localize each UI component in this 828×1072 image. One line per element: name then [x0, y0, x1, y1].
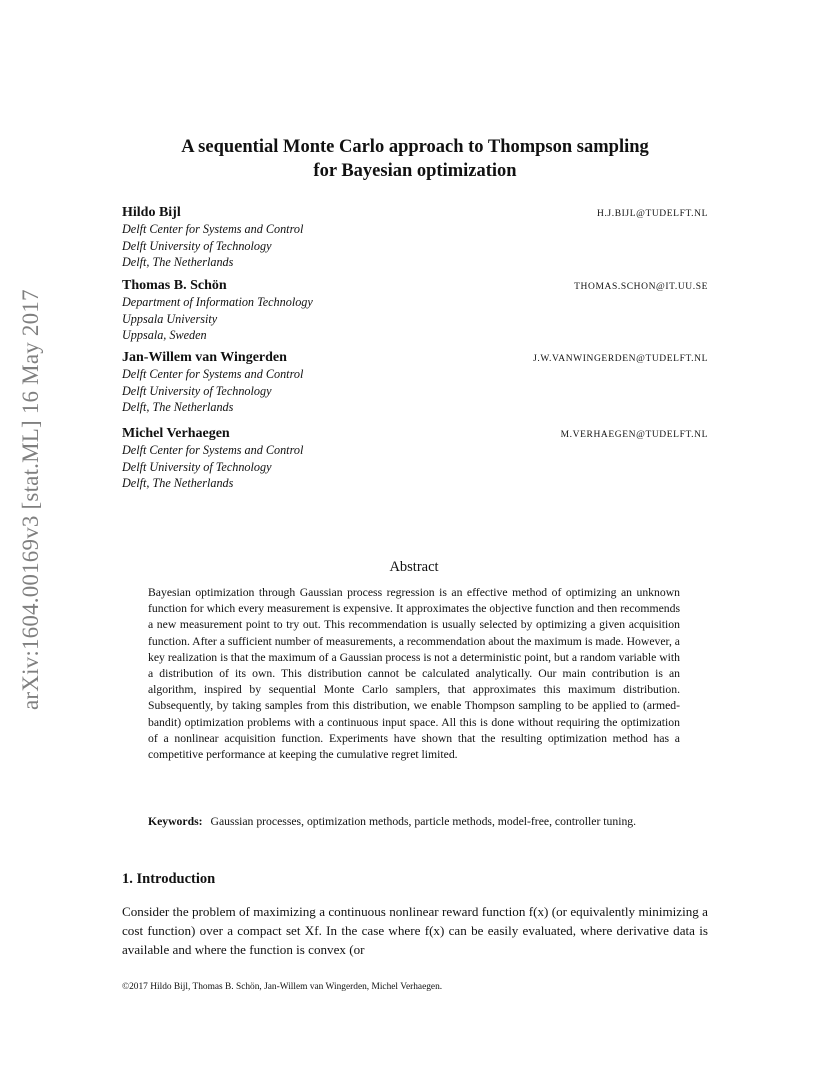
- arxiv-side-stamp: arXiv:1604.00169v3 [stat.ML] 16 May 2017: [18, 289, 43, 710]
- abstract-heading: Abstract: [389, 559, 439, 575]
- keywords-label: Keywords:: [148, 815, 203, 828]
- author-affiliation-line: Uppsala, Sweden: [122, 328, 207, 342]
- author-block-1: [122, 205, 708, 271]
- author-affiliation-line: Delft, The Netherlands: [122, 476, 234, 490]
- author-affiliation-line: Delft, The Netherlands: [122, 255, 234, 269]
- author-affiliation-line: Uppsala University: [122, 311, 218, 326]
- author-name: Michel Verhaegen: [122, 426, 230, 441]
- author-affiliation-line: Department of Information Technology: [122, 295, 313, 309]
- author-block-4: [122, 426, 708, 492]
- intro-paragraph: Consider the problem of maximizing a continuous nonlinear reward function f(x) (or equivalently minimizing a cost function) over a compact set Xf. In the case where f(x) can be easily evaluated, where derivative data is available and where the function is convex (or: [122, 904, 708, 957]
- author-affiliation-line: Delft Center for Systems and Control: [122, 367, 304, 381]
- title-line-1: A sequential Monte Carlo approach to Thompson sampling: [181, 137, 649, 157]
- author-email[interactable]: J.W.VANWINGERDEN@TUDELFT.NL: [533, 354, 708, 364]
- author-email[interactable]: H.J.BIJL@TUDELFT.NL: [596, 209, 708, 219]
- author-affiliation-line: Delft Center for Systems and Control: [122, 222, 304, 236]
- abstract-text: Bayesian optimization through Gaussian process regression is an effective method of optimizing an unknown function for which every measurement is expensive. It approximates the objective function and then recommends a new measurement point to try out. This recommendation is usually selected by optimizing a given acquisition function. After a sufficient number of measurements, a recommendation about the maximum is made. However, a key realization is that the maximum of a Gaussian process is not a deterministic point, but a random variable with a distribution of its own. This distribution cannot be calculated analytically. Our main contribution is an algorithm, inspired by sequential Monte Carlo samplers, that approximates this maximum distribution. Subsequently, by taking samples from this distribution, we enable Thompson sampling to be applied to (armed-bandit) optimization problems with a continuous input space. All this is done without requiring the optimization of a nonlinear acquisition function. Experiments have shown that the resulting optimization method has a competitive performance at keeping the cumulative regret limited.: [148, 586, 680, 762]
- author-name: Hildo Bijl: [122, 205, 181, 220]
- author-name: Jan-Willem van Wingerden: [122, 350, 287, 365]
- keywords-text: Gaussian processes, optimization methods, particle methods, model-free, controller tuning.: [210, 815, 637, 828]
- copyright-footnote: ©2017 Hildo Bijl, Thomas B. Schön, Jan-Willem van Wingerden, Michel Verhaegen.: [122, 982, 443, 992]
- author-block-3: [122, 350, 708, 416]
- author-email[interactable]: M.VERHAEGEN@TUDELFT.NL: [560, 430, 708, 440]
- author-affiliation-line: Delft University of Technology: [122, 383, 272, 398]
- author-affiliation-line: Delft University of Technology: [122, 238, 272, 253]
- author-affiliation-line: Delft, The Netherlands: [122, 400, 234, 414]
- keywords: [148, 814, 680, 830]
- author-affiliation-line: Delft Center for Systems and Control: [122, 443, 304, 457]
- author-affiliation-line: Delft University of Technology: [122, 459, 272, 474]
- section-heading: 1. Introduction: [122, 871, 216, 887]
- title-line-2: for Bayesian optimization: [313, 161, 517, 181]
- author-name: Thomas B. Schön: [122, 278, 227, 293]
- paper-title: [120, 135, 710, 183]
- author-block-2: [122, 278, 708, 344]
- author-email[interactable]: THOMAS.SCHON@IT.UU.SE: [574, 282, 708, 292]
